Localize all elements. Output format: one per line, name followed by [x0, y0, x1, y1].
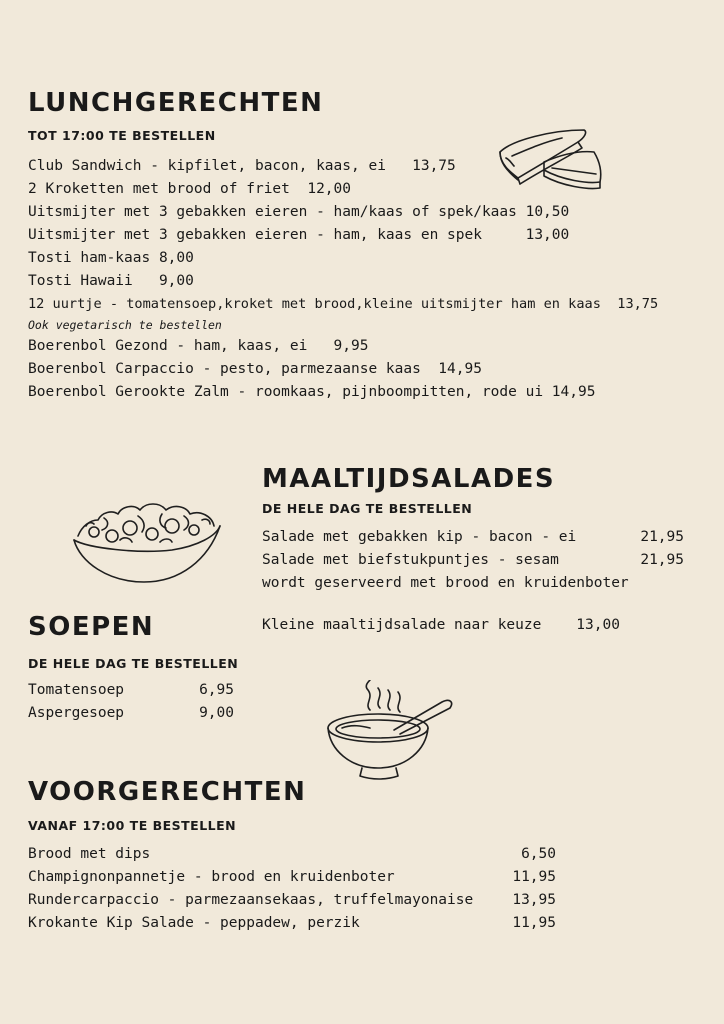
lunch-item: Boerenbol Carpaccio - pesto, parmezaanse kaas 14,95 — [28, 361, 482, 377]
lunch-item: Uitsmijter met 3 gebakken eieren - ham/kaas of spek/kaas 10,50 — [28, 204, 570, 220]
starter-item-price: 11,95 — [512, 915, 556, 931]
starters-subtitle: VANAF 17:00 TE BESTELLEN — [28, 818, 237, 833]
lunch-item: Uitsmijter met 3 gebakken eieren - ham, kaas en spek 13,00 — [28, 227, 570, 243]
lunch-item: Club Sandwich - kipfilet, bacon, kaas, ei 13,75 — [28, 158, 456, 174]
salads-subtitle: DE HELE DAG TE BESTELLEN — [262, 501, 473, 516]
lunch-note: Ook vegetarisch te bestellen — [28, 318, 222, 332]
lunch-item: Tosti ham-kaas 8,00 — [28, 250, 194, 266]
salad-item-price: 21,95 — [640, 552, 684, 568]
soup-item-price: 9,00 — [199, 705, 234, 721]
starters-title: VOORGERECHTEN — [28, 777, 307, 807]
lunch-item: 12 uurtje - tomatensoep,kroket met brood,kleine uitsmijter ham en kaas 13,75 — [28, 296, 659, 312]
soup-item-name: Aspergesoep — [28, 705, 125, 721]
lunch-item: Boerenbol Gezond - ham, kaas, ei 9,95 — [28, 338, 369, 354]
soup-item-name: Tomatensoep — [28, 682, 125, 698]
starter-item-name: Brood met dips — [28, 846, 151, 862]
starter-item-name: Champignonpannetje - brood en kruidenboter — [28, 869, 395, 885]
salad-item-price: 21,95 — [640, 529, 684, 545]
soup-item-price: 6,95 — [199, 682, 234, 698]
soup-bowl-icon — [322, 680, 456, 782]
soups-subtitle: DE HELE DAG TE BESTELLEN — [28, 656, 239, 671]
sandwich-icon — [492, 122, 612, 198]
lunch-item: Boerenbol Gerookte Zalm - roomkaas, pijnboompitten, rode ui 14,95 — [28, 384, 596, 400]
salad-bowl-icon — [68, 496, 226, 588]
lunch-item: 2 Kroketten met brood of friet 12,00 — [28, 181, 352, 197]
soups-title: SOEPEN — [28, 612, 155, 642]
starter-item-name: Krokante Kip Salade - peppadew, perzik — [28, 915, 360, 931]
salads-small: Kleine maaltijdsalade naar keuze 13,00 — [262, 617, 620, 633]
salads-note: wordt geserveerd met brood en kruidenboter — [262, 575, 629, 591]
starter-item-name: Rundercarpaccio - parmezaansekaas, truffelmayonaise — [28, 892, 474, 908]
salad-item-name: Salade met gebakken kip - bacon - ei — [262, 529, 577, 545]
salads-title: MAALTIJDSALADES — [262, 464, 556, 494]
lunch-subtitle: TOT 17:00 TE BESTELLEN — [28, 128, 216, 143]
lunch-item: Tosti Hawaii 9,00 — [28, 273, 194, 289]
starter-item-price: 11,95 — [512, 869, 556, 885]
lunch-title: LUNCHGERECHTEN — [28, 88, 324, 118]
starter-item-price: 6,50 — [521, 846, 556, 862]
starter-item-price: 13,95 — [512, 892, 556, 908]
salad-item-name: Salade met biefstukpuntjes - sesam — [262, 552, 559, 568]
